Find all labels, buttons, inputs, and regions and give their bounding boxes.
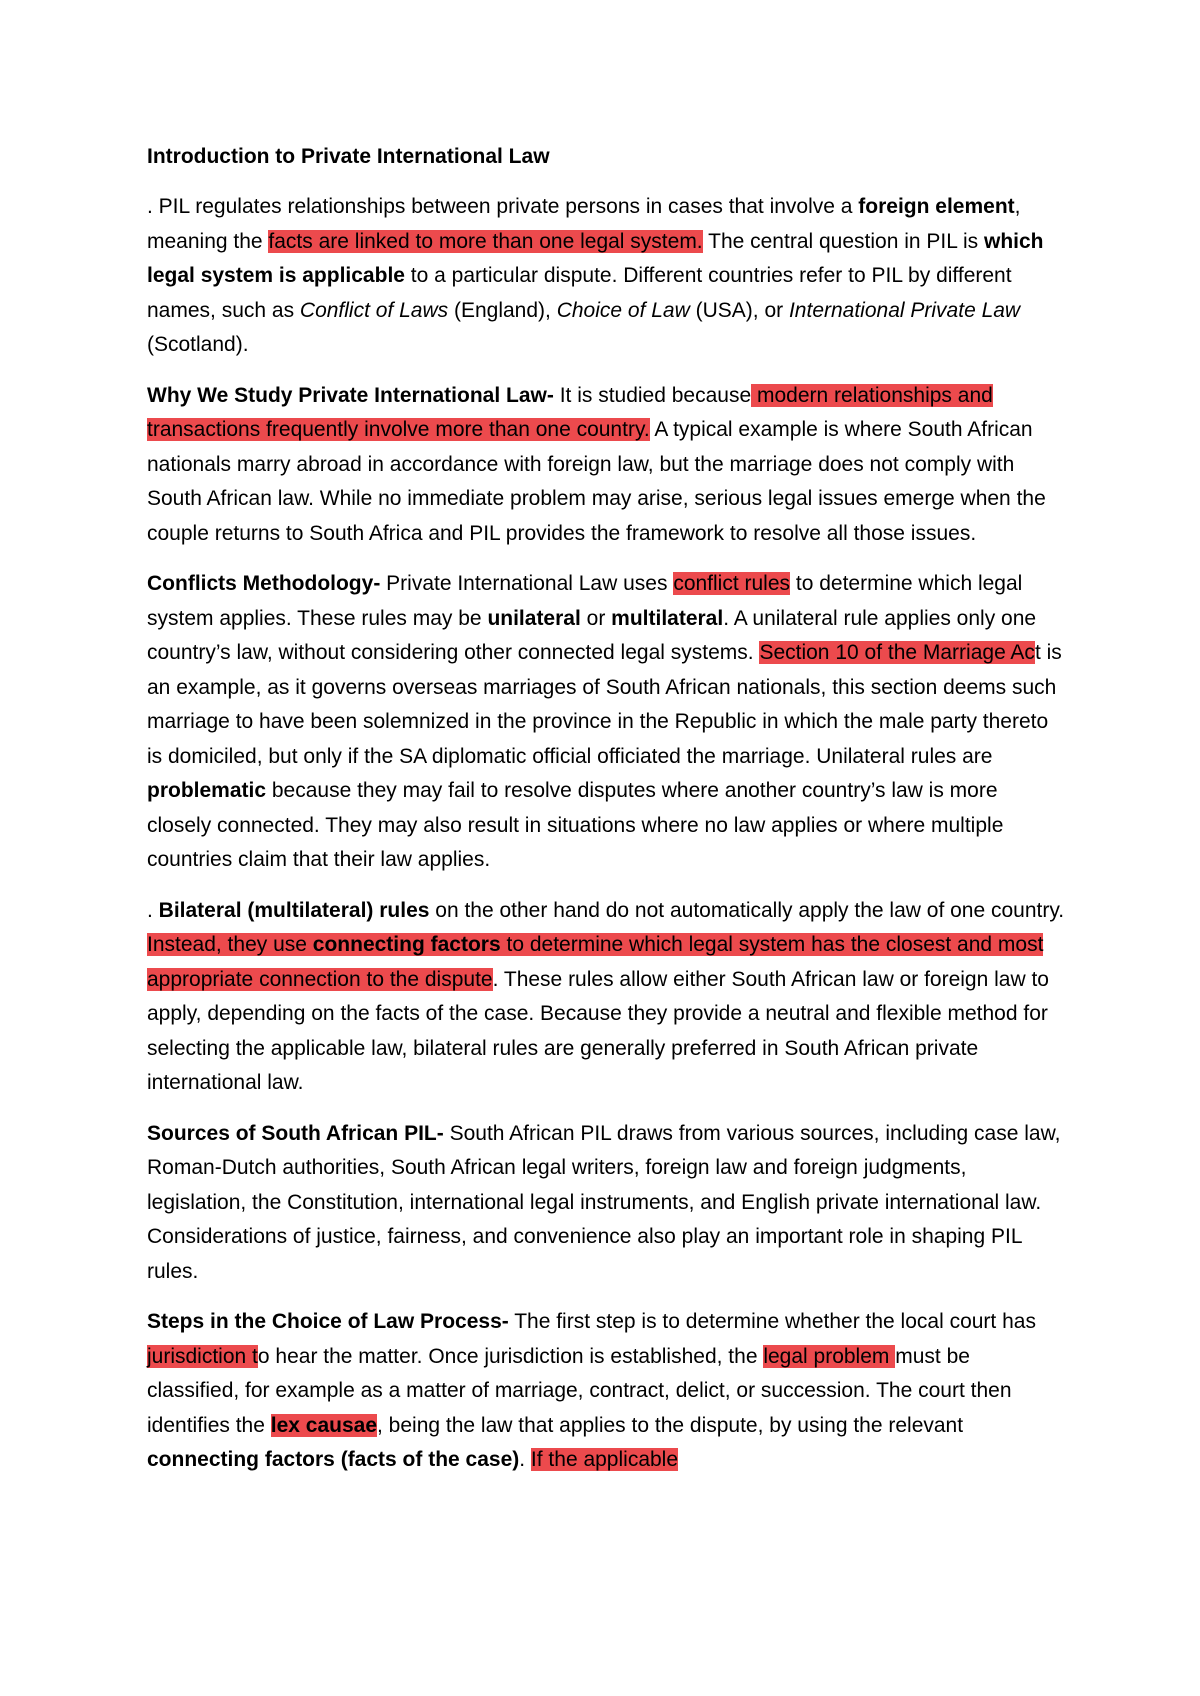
text-run: on the other hand do not automatically apply the law of one country. <box>429 898 1065 922</box>
paragraph-pil-definition <box>147 190 1067 363</box>
bold-text: connecting factors (facts of the case) <box>147 1448 520 1471</box>
bold-text: multilateral <box>611 606 724 630</box>
text-run: South African PIL draws from various sources, including case law, Roman-Dutch authorities, South African legal writers, foreign law and foreign judgments, legislation, the Constitution, international legal instruments, and English private international law. Considerations of justice, fairness, and convenience also play an important role in shaping PIL rules. <box>147 1121 1061 1283</box>
paragraph-sources-of-pil <box>147 1117 1067 1290</box>
text-run: (Scotland). <box>147 333 249 356</box>
text-run: , meaning the <box>147 195 1021 253</box>
text-run: (USA), or <box>689 298 789 322</box>
text-run: . These rules allow either South African law or foreign law to apply, depending on the facts of the case. Because they provide a neutral and flexible method for selecting the applicable law, bilateral rules are generally preferred in South African private international law. <box>147 967 1049 1094</box>
text-run: to a particular dispute. Different countries refer to PIL by different names, such as <box>147 264 1012 322</box>
bold-text: unilateral <box>487 606 581 630</box>
text-run: o hear the matter. Once jurisdiction is established, the <box>257 1344 764 1368</box>
text-run: , being the law that applies to the dispute, by using the relevant <box>377 1413 964 1437</box>
italic-text: International Private Law <box>788 298 1021 322</box>
highlighted-text: Instead, they use <box>147 933 313 956</box>
bold-text: which legal system is applicable <box>147 229 1044 287</box>
highlighted-text: to determine which legal system has the closest and most appropriate connection to the dispute <box>147 933 1044 991</box>
highlighted-text: connecting factors <box>312 933 501 956</box>
text-run: . <box>147 898 159 922</box>
paragraph-bilateral-rules <box>147 894 1067 1101</box>
text-run: The first step is to determine whether the local court has <box>508 1310 1036 1333</box>
italic-text: Conflict of Laws <box>299 298 449 322</box>
bold-text: Conflicts Methodology- <box>147 572 381 595</box>
highlighted-text: jurisdiction t <box>147 1344 258 1368</box>
highlighted-text: Section 10 of the Marriage Ac <box>759 641 1035 664</box>
paragraph-conflicts-methodology <box>147 567 1067 878</box>
paragraph-choice-of-law-steps <box>147 1305 1067 1478</box>
highlighted-text: modern relationships and transactions frequently involve more than one country. <box>147 383 993 441</box>
text-run: to determine which legal system applies. These rules may be <box>147 572 1023 630</box>
text-run: t is an example, as it governs overseas marriages of South African nationals, this section deems such marriage to have been solemnized in the province in the Republic in which the male party thereto is domiciled, but only if the SA diplomatic official officiated the marriage. Unilateral rules are <box>147 641 1062 768</box>
highlighted-text: lex causae <box>270 1413 378 1437</box>
text-run: (England), <box>448 298 557 322</box>
document-title: Introduction to Private International Law <box>147 145 550 168</box>
text-run: It is studied because <box>553 383 752 407</box>
highlighted-text: conflict rules <box>673 572 791 595</box>
text-run: The central question in PIL is <box>702 229 984 253</box>
text-run: A typical example is where South African nationals marry abroad in accordance with foreign law, but the marriage does not comply with South African law. While no immediate problem may arise, serious legal issues emerge when the couple returns to South Africa and PIL provides the framework to resolve all those issues. <box>147 418 1046 545</box>
text-run: must be classified, for example as a matter of marriage, contract, delict, or succession. The court then identifies the <box>147 1344 1012 1437</box>
highlighted-text: legal problem <box>763 1344 896 1368</box>
paragraph-why-study-pil <box>147 379 1067 552</box>
text-run: because they may fail to resolve disputes where another country’s law is more closely connected. They may also result in situations where no law applies or where multiple countries claim that their law applies. <box>147 779 1004 871</box>
italic-text: Choice of Law <box>556 298 690 322</box>
bold-text: foreign element <box>858 195 1015 218</box>
text-run: Private International Law uses <box>380 572 674 595</box>
bold-text: Bilateral (multilateral) rules <box>158 898 430 922</box>
bold-text: Steps in the Choice of Law Process- <box>147 1310 509 1333</box>
text-run: . <box>519 1448 531 1471</box>
text-run: or <box>580 606 612 630</box>
bold-text: Sources of South African PIL- <box>147 1121 444 1145</box>
highlighted-text: facts are linked to more than one legal system. <box>268 229 703 253</box>
bold-text: Why We Study Private International Law- <box>147 383 554 407</box>
highlighted-text: If the applicable <box>530 1448 679 1471</box>
text-run: . PIL regulates relationships between private persons in cases that involve a <box>147 195 859 218</box>
bold-text: problematic <box>147 779 267 802</box>
document-body <box>147 140 1067 1494</box>
text-run: . A unilateral rule applies only one country’s law, without considering other connected legal systems. <box>147 606 1037 664</box>
